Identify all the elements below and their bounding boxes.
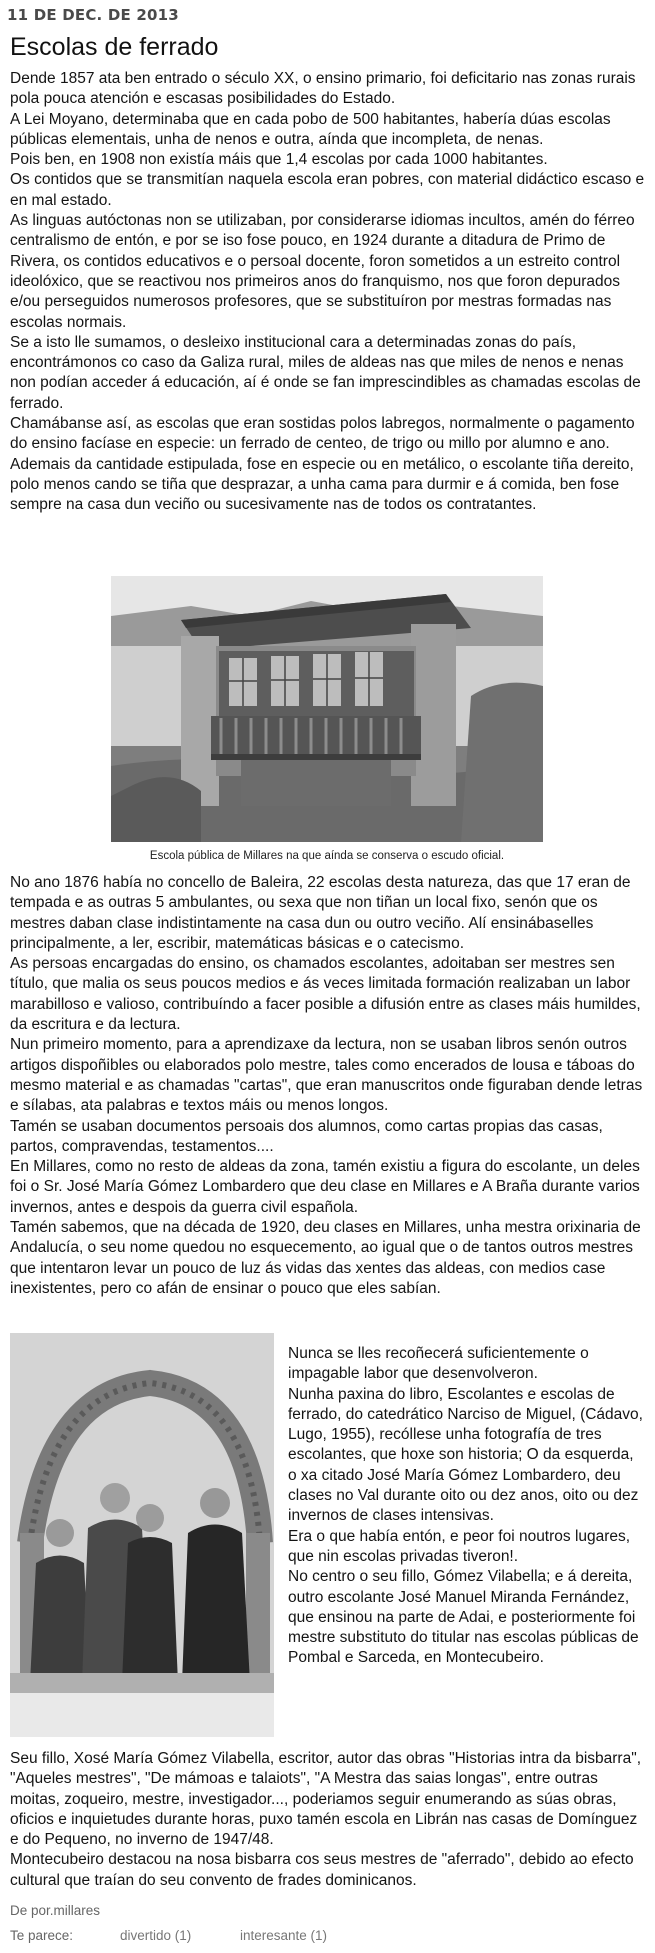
paragraph: A Lei Moyano, determinaba que en cada pobo de 500 habitantes, habería dúas escolas públicas elementais, unha de nenos e outra, aínda que incompleta, de nenas. [10, 110, 611, 148]
paragraph: No centro o seu fillo, Gómez Vilabella; e á dereita, outro escolante José Manuel Miranda Fernández, que ensinou na parte de Adai, e posteriormente foi mestre substituto do titular nas escolas públicas de Pombal e Sarceda, en Montecubeiro. [288, 1568, 639, 1667]
school-building-illustration [111, 576, 543, 842]
paragraph: Os contidos que se transmitían naquela escola eran pobres, con material didáctico escaso e en mal estado. [10, 171, 645, 209]
paragraph: Tamén se usaban documentos persoais dos alumnos, como cartas propias das casas, partos, compravendas, testamentos.... [10, 1117, 603, 1155]
three-teachers-photo [10, 1333, 274, 1737]
paragraph: Dende 1857 ata ben entrado o século XX, o ensino primario, foi deficitario nas zonas rurais pola pouca atención e escasas posibilidades do Estado. [10, 70, 636, 108]
paragraph: Pois ben, en 1908 non existía máis que 1,4 escolas por cada 1000 habitantes. [10, 151, 548, 169]
three-teachers-illustration [10, 1333, 274, 1737]
rating-option-interesante[interactable]: interesante (1) [240, 1928, 328, 1943]
paragraph: Nun primeiro momento, para a aprendizaxe da lectura, non se usaban libros senón outros artigos dispoñibles ou elaborados polo mestre, tales como encerados de lousa e táboas do mesmo material e as chamadas "cartas", que eran manuscritos onde figuraban dende letras e sílabas, ata palabras e textos máis ou menos longos. [10, 1036, 643, 1115]
rating-label: Te parece: [10, 1928, 74, 1943]
paragraph: No ano 1876 había no concello de Baleira, 22 escolas desta natureza, das que 17 eran de tempada e as outras 5 ambulantes, ou sexa que non tiñan un local fixo, senón que os mestres daban clase indistintamente na casa dun ou outro veciño. Alí ensinábaselles principalmente, a ler, escribir, matemáticas básicas e o catecismo. [10, 874, 631, 952]
school-building-photo [111, 576, 543, 842]
paragraph: Seu fillo, Xosé María Gómez Vilabella, escritor, autor das obras "Historias intra da bisbarra", "Aqueles mestres", "De mámoas e talaiots", "A Mestra das saias longas", entre outras moitas, zoqueiro, mestre, investigador..., poderiamos seguir enumerando as súas obras, oficios e inquietudes durante horas, puxo tamén escola en Librán nas casas de Domínguez e do Pequeno, no inverno de 1947/48. [10, 1750, 642, 1849]
photo-caption: Escola pública de Millares na que aínda se conserva o escudo oficial. [149, 850, 505, 862]
history-text [10, 873, 646, 1299]
rating-bar [10, 1928, 630, 1948]
photo-description-text [288, 1344, 646, 1669]
intro-text [10, 69, 646, 516]
paragraph: Era o que había entón, e peor foi noutros lugares, que nin escolas privadas tiveron!. [288, 1527, 631, 1565]
paragraph: Chamábanse así, as escolas que eran sostidas polos labregos, normalmente o pagamento do ensino facíase en especie: un ferrado de centeo, de trigo ou millo por alumno e ano. [10, 415, 635, 453]
author-line: De por.millares [10, 1903, 101, 1918]
article-title: Escolas de ferrado [10, 33, 219, 61]
paragraph: Se a isto lle sumamos, o desleixo institucional cara a determinadas zonas do país, encontrámonos co caso da Galiza rural, miles de aldeas nas que miles de nenos e nenas non podían acceder á educación, aí é onde se fan imprescindibles as chamadas escolas de ferrado. [10, 333, 641, 412]
paragraph: As linguas autóctonas non se utilizaban, por considerarse idiomas incultos, amén do férreo centralismo de entón, e por se iso fose pouco, en 1924 durante a ditadura de Primo de Rivera, os contidos educativos e o persoal docente, foron sometidos a un estreito control ideolóxico, que se reactivou nos primeiros anos do franquismo, nos que foron depurados e/ou perseguidos numerosos profesores, que se substituíron por mestras formadas nas escolas normais. [10, 212, 635, 331]
rating-option-divertido[interactable]: divertido (1) [120, 1928, 192, 1943]
paragraph: Tamén sabemos, que na década de 1920, deu clases en Millares, unha mestra orixinaria de Andalucía, o seu nome quedou no esquecemento, ao igual que o de tantos outros mestres que intentaron levar un pouco de luz ás vidas das xentes das aldeas, con medios case inexistentes, pero co afán de ensinar o pouco que eles sabían. [10, 1219, 641, 1297]
article-date: 11 DE DEC. DE 2013 [7, 6, 179, 24]
paragraph: Nunca se lles recoñecerá suficientemente o impagable labor que desenvolveron. [288, 1345, 589, 1383]
paragraph: En Millares, como no resto de aldeas da zona, tamén existiu a figura do escolante, un deles foi o Sr. José María Gómez Lombardero que deu clase en Millares e A Braña durante varios invernos, antes e despois da guerra civil española. [10, 1158, 640, 1216]
closing-text [10, 1749, 646, 1891]
paragraph: As persoas encargadas do ensino, os chamados escolantes, adoitaban ser mestres sen título, que malia os seus poucos medios e ás veces limitada formación realizaban un labor marabilloso e valioso, contribuíndo a facer posible a difusión entre as clases máis humildes, da escritura e da lectura. [10, 955, 641, 1034]
paragraph: Ademais da cantidade estipulada, fose en especie ou en metálico, o escolante tiña dereito, polo menos cando se tiña que desprazar, a unha cama para durmir e á comida, ben fose sempre na casa dun veciño ou sucesivamente nas de todos os contratantes. [10, 455, 634, 514]
paragraph: Montecubeiro destacou na nosa bisbarra cos seus mestres de "aferrado", debido ao efecto cultural que traían do seu convento de frades dominicanos. [10, 1851, 634, 1889]
paragraph: Nunha paxina do libro, Escolantes e escolas de ferrado, do catedrático Narciso de Miguel, (Cádavo, Lugo, 1955), recóllese unha fotografía de tres escolantes, que hoxe son historia; O da esquerda, o xa citado José María Gómez Lombardero, deu clases no Val durante oito ou dez anos, oito ou dez invernos de clases intensivas. [288, 1385, 643, 1525]
